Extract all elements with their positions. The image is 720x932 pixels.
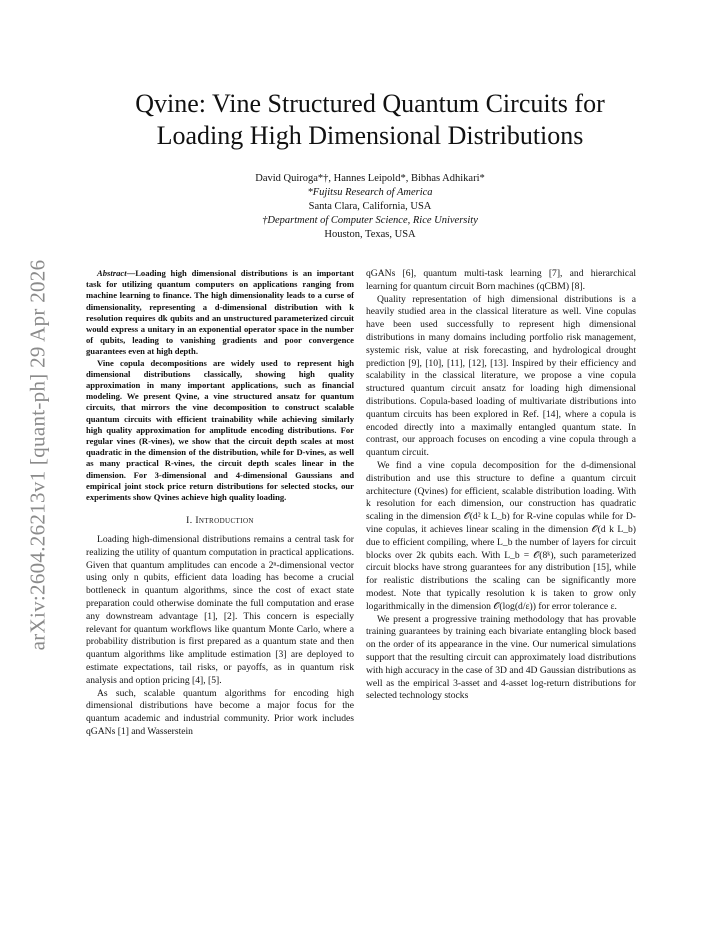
arxiv-identifier-stamp — [18, 240, 58, 670]
right-column — [366, 268, 636, 703]
affiliation-2-location: Houston, Texas, USA — [324, 229, 416, 240]
abstract-paragraph-2: Vine copula decompositions are widely used to represent high dimensional distributions classically, showing high quality approximation in many important applications, such as financial modeling. We present Qvine, a vine structured ansatz for quantum circuits, that mirrors the vine decomposition to construct scalable quantum circuits with efficient trainability while achieving similarly high quality approximation for amplitude encoding distributions. For regular vines (R-vines), we show that the circuit depth scales at most quadratic in the dimension of the distribution, while for D-vines, as well as many practical R-vines, the circuit depth scales linear in the dimension. For 3-dimensional and 4-dimensional Gaussians and empirical joint stock price return distributions for selected stocks, our experiments show Qvines achieve high quality loading. — [86, 357, 354, 503]
abstract-text-1: —Loading high dimensional distributions is an important task for utilizing quantum computers on applications ranging from machine learning to finance. The high dimensionality leads to a curse of dimensionality, representing a d-dimensional distribution with k resolution requires dk qubits and an unstructured parameterized circuit would express a unitary in an exponential operator space in the number of qubits, leading to vanishing gradients and poor convergence guarantees even at high depth. — [86, 268, 354, 357]
intro-paragraph-1: Loading high-dimensional distributions remains a central task for realizing the utility of quantum computation in practical applications. Given that quantum amplitudes can encode a 2ⁿ-dimensional vector using only n qubits, efficient data loading has become a crucial bottleneck in quantum algorithms, since the cost of exact state preparation could otherwise dominate the full computation and erase any downstream advantage [1], [2]. This concern is especially relevant for quantum workflows like quantum Monte Carlo, where a probability distribution is first prepared as a quantum state and then quantum algorithms like amplitude estimation [3] are deployed to estimate expectations, tail risks, or payoffs, as in quantum risk analysis and option pricing [4], [5]. — [86, 534, 354, 686]
intro-paragraph-5: We present a progressive training methodology that has provable training guarantees by training each bivariate entangling block based on the order of its appearance in the vine. Our numerical simulations support that the resulting circuit can approximately load distributions with high accuracy in the case of 3D and 4D Gaussian distributions as well as the empirical 3-asset and 4-asset log-return distributions for selected technology stocks — [366, 613, 636, 702]
title-line-1: Qvine: Vine Structured Quantum Circuits for — [135, 89, 605, 118]
affiliation-1-location: Santa Clara, California, USA — [308, 201, 432, 212]
abstract — [86, 268, 354, 503]
abstract-lead: Abstract — [97, 268, 127, 278]
arxiv-id-text: arXiv:2604.26213v1 [quant-ph] 29 Apr 2026 — [25, 259, 50, 651]
section-heading-introduction: I. Introduction — [186, 515, 254, 527]
intro-paragraph-2: As such, scalable quantum algorithms for encoding high dimensional distributions have become a major focus for the quantum academic and industrial community. Prior work includes qGANs [1] and Wasserstein — [86, 687, 354, 738]
affiliation-1: *Fujitsu Research of America — [307, 187, 433, 198]
paper-title — [80, 88, 660, 152]
author-names: David Quiroga*†, Hannes Leipold*, Bibhas Adhikari* — [255, 173, 485, 184]
intro-paragraph-2-continued: qGANs [6], quantum multi-task learning [7], and hierarchical learning for quantum circuit Born machines (qCBM) [8]. — [366, 268, 636, 292]
affiliation-2: †Department of Computer Science, Rice University — [262, 215, 478, 226]
title-line-2: Loading High Dimensional Distributions — [156, 121, 584, 150]
left-column — [86, 268, 354, 739]
abstract-paragraph-1 — [86, 268, 354, 358]
intro-paragraph-4: We find a vine copula decomposition for the d-dimensional distribution and use this structure to define a quantum circuit architecture (Qvines) for efficient, scalable distribution loading. With k resolution for each dimension, our construction has quadratic scaling in the dimension 𝒪(d² k L_b) for R-vine copulas while for D-vine copulas, it achieves linear scaling in the dimension 𝒪(d k L_b) due to efficient compiling, where L_b the number of layers for circuit blocks over 2k qubits each. With L_b = 𝒪(8ᵏ), such parameterized circuit blocks have strong guarantees for any distribution [15], while for realistic distributions the scaling can be significantly more modest. Note that typically resolution k is taken to grow only logarithmically in the dimension 𝒪(log(d/ε)) for error tolerance ε. — [366, 459, 636, 612]
intro-paragraph-3: Quality representation of high dimensional distributions is a heavily studied area in the classical literature as well. Vine copulas have been used successfully to represent high dimensional distributions in many domains including portfolio risk management, systemic risk, value at risk forecasting, and hydrological drought prediction [9], [10], [11], [12], [13]. Inspired by their efficiency and scalability in the classical literature, we propose a vine copula structured quantum circuit ansatz for loading high dimensional distributions. Copula-based loading of multivariate distributions into quantum circuits has been explored in Ref. [14], where a copula is encoded directly into a maximally entangled quantum state. In contrast, our approach focuses on encoding a vine copula through a quantum circuit. — [366, 293, 636, 459]
author-block — [80, 172, 660, 242]
